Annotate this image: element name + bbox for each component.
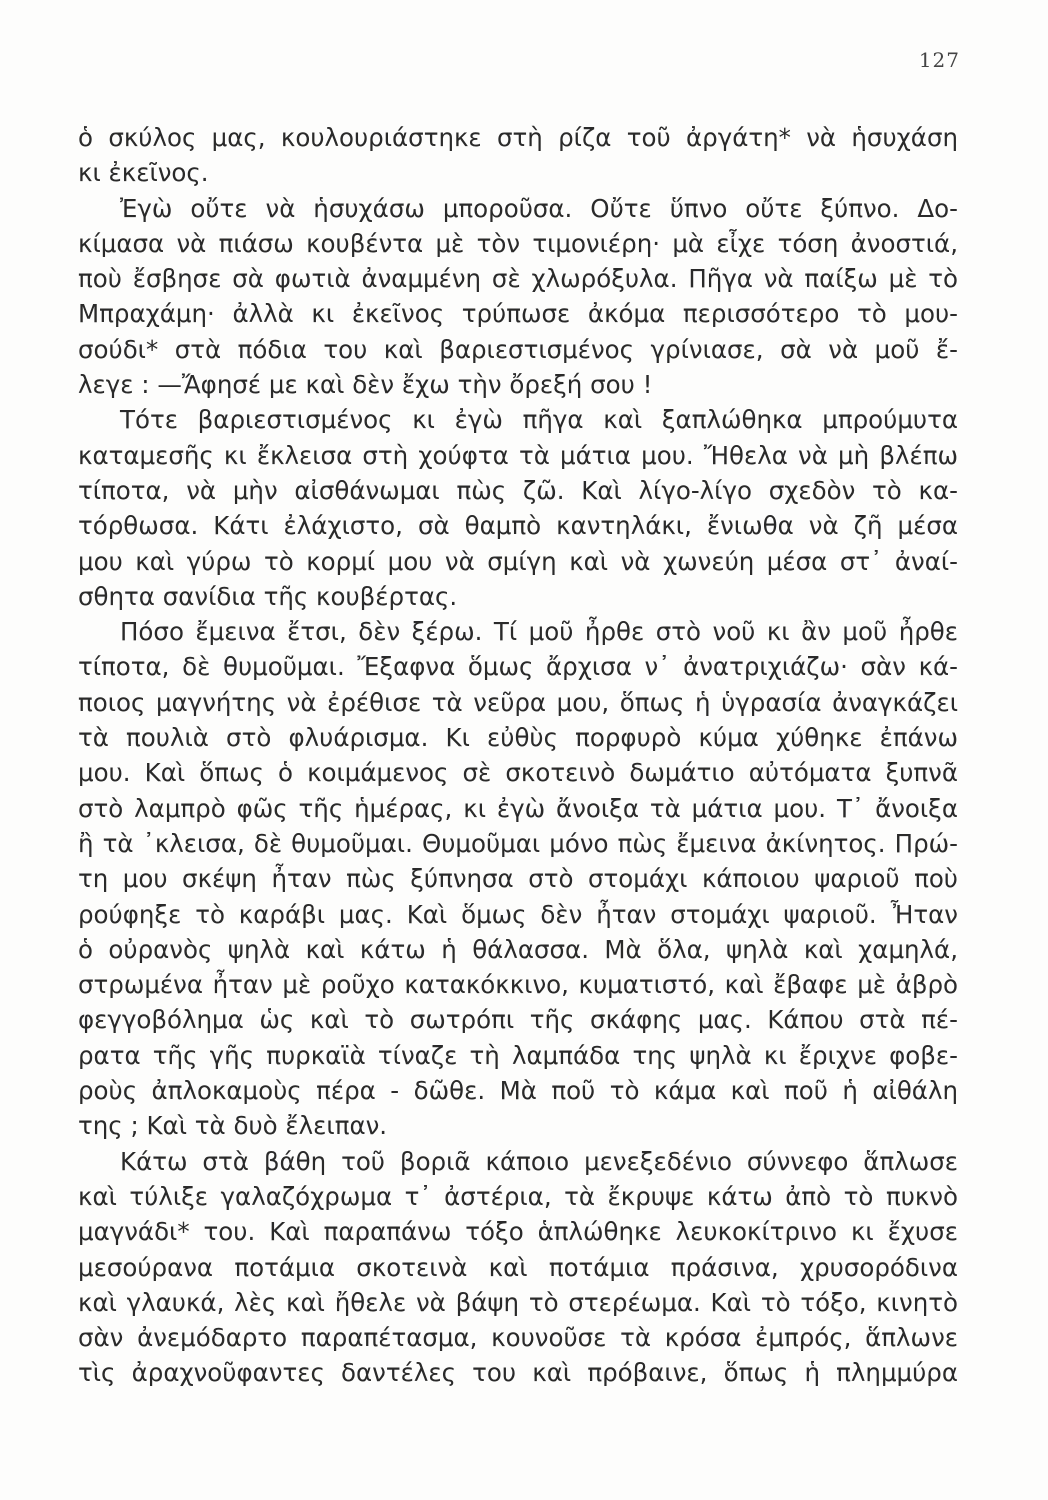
text-line: ρούφηξε τὸ καράβι μας. Καὶ ὅμως δὲν ἦταν στομάχι ψαριοῦ. Ἦταν xyxy=(78,899,958,929)
text-line: καὶ τύλιξε γαλαζόχρωμα τ᾿ ἀστέρια, τὰ ἔκρυψε κάτω ἀπὸ τὸ πυκνὸ xyxy=(78,1181,958,1211)
text-line: Τότε βαριεστισμένος κι ἐγὼ πῆγα καὶ ξαπλώθηκα μπρούμυτα xyxy=(120,405,958,435)
text-line: τόρθωσα. Κάτι ἐλάχιστο, σὰ θαμπὸ καντηλάκι, ἔνιωθα νὰ ζῆ μέσα xyxy=(78,511,958,541)
text-line: σθητα σανίδια τῆς κουβέρτας. xyxy=(78,581,458,611)
text-line: μου. Καὶ ὅπως ὁ κοιμάμενος σὲ σκοτεινὸ δωμάτιο αὐτόματα ξυπνᾶ xyxy=(78,758,958,788)
text-line: καταμεσῆς κι ἔκλεισα στὴ χούφτα τὰ μάτια μου. Ἤθελα νὰ μὴ βλέπω xyxy=(78,440,958,470)
text-line: της ; Καὶ τὰ δυὸ ἔλειπαν. xyxy=(78,1111,388,1141)
text-line: τὰ πουλιὰ στὸ φλυάρισμα. Κι εὐθὺς πορφυρὸ κύμα χύθηκε ἐπάνω xyxy=(78,723,958,753)
text-line: ποιος μαγνήτης νὰ ἐρέθισε τὰ νεῦρα μου, ὅπως ἡ ὑγρασία ἀναγκάζει xyxy=(78,687,958,717)
body-text xyxy=(78,120,958,1391)
text-line: καὶ γλαυκά, λὲς καὶ ἤθελε νὰ βάψη τὸ στερέωμα. Καὶ τὸ τόξο, κινητὸ xyxy=(78,1287,958,1317)
text-line: ρατα τῆς γῆς πυρκαϊὰ τίναζε τὴ λαμπάδα της ψηλὰ κι ἔριχνε φοβε- xyxy=(78,1040,958,1070)
text-line: Μπραχάμη· ἀλλὰ κι ἐκεῖνος τρύπωσε ἀκόμα περισσότερο τὸ μου- xyxy=(78,299,958,329)
text-line: τη μου σκέψη ἦταν πὼς ξύπνησα στὸ στομάχι κάποιου ψαριοῦ ποὺ xyxy=(78,864,958,894)
text-line: τὶς ἀραχνοῦφαντες δαντέλες του καὶ πρόβαινε, ὅπως ἡ πλημμύρα xyxy=(78,1358,958,1388)
text-line: φεγγοβόλημα ὡς καὶ τὸ σωτρόπι τῆς σκάφης μας. Κάπου στὰ πέ- xyxy=(78,1005,958,1035)
text-line: στὸ λαμπρὸ φῶς τῆς ἡμέρας, κι ἐγὼ ἄνοιξα τὰ μάτια μου. Τ᾿ ἄνοιξα xyxy=(78,793,958,823)
text-line: ὁ σκύλος μας, κουλουριάστηκε στὴ ρίζα τοῦ ἀργάτη* νὰ ἡσυχάση xyxy=(78,123,958,152)
text-line: τίποτα, νὰ μὴν αἰσθάνωμαι πὼς ζῶ. Καὶ λίγο-λίγο σχεδὸν τὸ κα- xyxy=(78,475,958,505)
text-line: στρωμένα ἦταν μὲ ροῦχο κατακόκκινο, κυματιστό, καὶ ἔβαφε μὲ ἀβρὸ xyxy=(78,970,958,1000)
text-line: ποὺ ἔσβησε σὰ φωτιὰ ἀναμμένη σὲ χλωρόξυλα. Πῆγα νὰ παίξω μὲ τὸ xyxy=(78,264,958,294)
text-line: ὁ οὐρανὸς ψηλὰ καὶ κάτω ἡ θάλασσα. Μὰ ὅλα, ψηλὰ καὶ χαμηλά, xyxy=(78,934,958,964)
text-line: λεγε : —Ἄφησέ με καὶ δὲν ἔχω τὴν ὄρεξή σου ! xyxy=(78,370,653,400)
text-line: Κάτω στὰ βάθη τοῦ βοριᾶ κάποιο μενεξεδένιο σύννεφο ἅπλωσε xyxy=(120,1146,958,1176)
text-line: μεσούρανα ποτάμια σκοτεινὰ καὶ ποτάμια πράσινα, χρυσορόδινα xyxy=(78,1252,958,1282)
text-line: σούδι* στὰ πόδια του καὶ βαριεστισμένος γρίνιασε, σὰ νὰ μοῦ ἔ- xyxy=(78,334,958,364)
text-line: σὰν ἀνεμόδαρτο παραπέτασμα, κουνοῦσε τὰ κρόσα ἐμπρός, ἅπλωνε xyxy=(78,1323,958,1353)
text-line: ἢ τὰ ᾿κλεισα, δὲ θυμοῦμαι. Θυμοῦμαι μόνο πὼς ἔμεινα ἀκίνητος. Πρώ- xyxy=(78,828,958,858)
text-line: μαγνάδι* του. Καὶ παραπάνω τόξο ἁπλώθηκε λευκοκίτρινο κι ἔχυσε xyxy=(78,1217,958,1247)
text-line: κίμασα νὰ πιάσω κουβέντα μὲ τὸν τιμονιέρη· μὰ εἶχε τόση ἀνοστιά, xyxy=(78,228,958,258)
text-line: Πόσο ἔμεινα ἔτσι, δὲν ξέρω. Τί μοῦ ἦρθε στὸ νοῦ κι ἂν μοῦ ἦρθε xyxy=(120,617,958,647)
text-line: Ἐγὼ οὔτε νὰ ἡσυχάσω μποροῦσα. Οὔτε ὕπνο οὔτε ξύπνο. Δο- xyxy=(120,193,958,223)
text-line: τίποτα, δὲ θυμοῦμαι. Ἔξαφνα ὅμως ἄρχισα ν᾿ ἀνατριχιάζω· σὰν κά- xyxy=(78,652,958,682)
text-line: κι ἐκεῖνος. xyxy=(78,158,209,188)
page-number: 127 xyxy=(918,48,960,72)
text-line: ροὺς ἀπλοκαμοὺς πέρα - δῶθε. Μὰ ποῦ τὸ κάμα καὶ ποῦ ἡ αἰθάλη xyxy=(78,1076,958,1106)
text-line: μου καὶ γύρω τὸ κορμί μου νὰ σμίγη καὶ νὰ χωνεύη μέσα στ᾿ ἀναί- xyxy=(78,546,958,576)
